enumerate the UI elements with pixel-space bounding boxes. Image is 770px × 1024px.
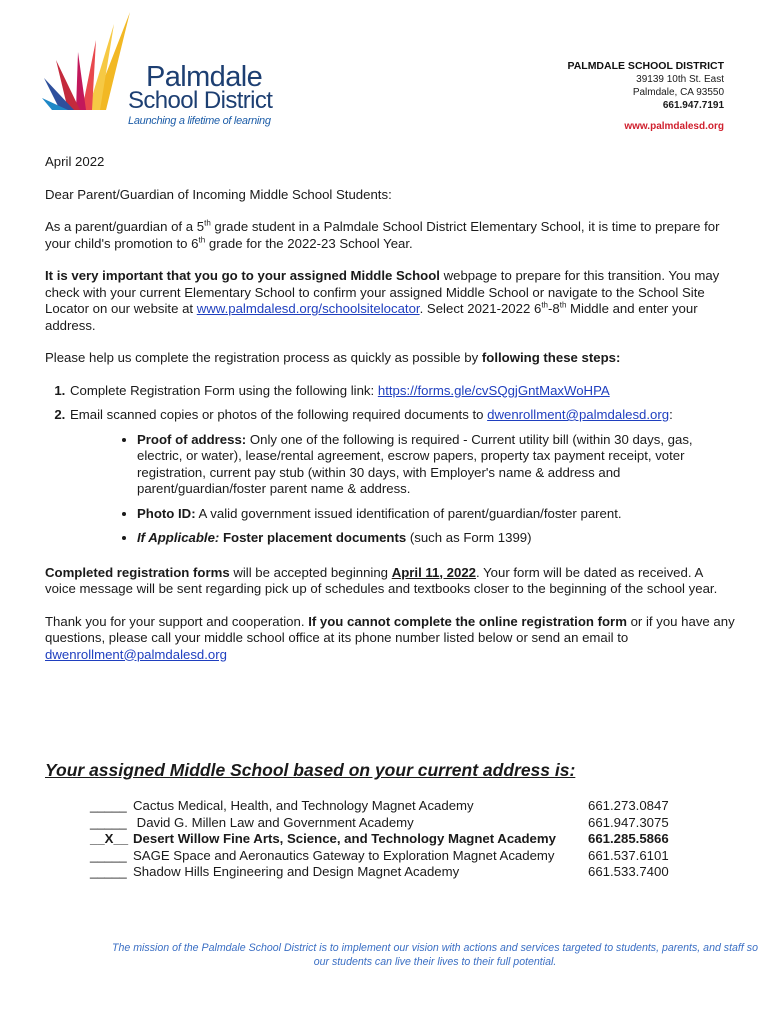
doc-proof-of-address: • Proof of address: Only one of the following is required - Current utility bill (within 30 days, gas, electric, or water), lease/rental agreement, escrow papers, property tax payment receipt, voter registration, current pay stub (within 30 days, with Employer's name & address and parent/guardian/foster parent name & address.	[137, 432, 735, 498]
school-row-selected	[90, 831, 678, 848]
district-website: www.palmdalesd.org	[624, 121, 724, 132]
step-registration-form: 1. Complete Registration Form using the following link: https://forms.gle/cvSQgjGntMaxWoHPA	[69, 383, 735, 400]
required-documents-list	[70, 432, 735, 547]
assigned-school-heading: Your assigned Middle School based on your current address is:	[45, 760, 576, 780]
school-checkmark: __X__	[90, 831, 129, 846]
school-list	[90, 798, 678, 881]
logo-tagline: Launching a lifetime of learning	[128, 115, 271, 127]
school-checkmark: _____	[90, 864, 127, 879]
registration-form-link[interactable]: https://forms.gle/cvSQgjGntMaxWoHPA	[377, 382, 610, 398]
school-row	[90, 848, 678, 865]
school-phone: 661.285.5866	[588, 831, 669, 846]
school-site-locator-link[interactable]: www.palmdalesd.org/schoolsitelocator	[196, 301, 420, 316]
school-phone: 661.273.0847	[588, 798, 669, 813]
school-checkmark: _____	[90, 814, 127, 830]
help-paragraph: Please help us complete the registration process as quickly as possible by following these steps:	[45, 350, 621, 365]
enrollment-email-link[interactable]: dwenrollment@palmdalesd.org	[487, 407, 670, 422]
school-phone: 661.947.3075	[588, 814, 669, 830]
school-phone: 661.537.6101	[588, 847, 669, 863]
logo-subtitle: School District	[128, 87, 273, 114]
step-email-documents: 2. Email scanned copies or photos of the following required documents to dwenrollment@palmdalesd.org: • Proof of address: Only one of the following is required - Current utility bill (within 30 days, gas, electric, or water), lease/rental agreement, escrow papers, property tax payment receipt, voter registration, current pay stub (within 30 days, with Employer's name & address and parent/guardian/foster parent name & address. • Photo ID: A valid government issued identification of parent/guardian/foster parent. • If Applicable: Foster placement documents (such as Form 1399)	[69, 407, 735, 547]
steps-list	[45, 383, 735, 547]
school-row	[90, 815, 678, 832]
school-name: Cactus Medical, Health, and Technology Magnet Academy	[133, 798, 474, 813]
district-name: PALMDALE SCHOOL DISTRICT	[567, 60, 724, 72]
school-name: Desert Willow Fine Arts, Science, and Technology Magnet Academy	[133, 831, 556, 846]
district-address-line2: Palmdale, CA 93550	[632, 87, 724, 98]
school-name: Shadow Hills Engineering and Design Magnet Academy	[133, 864, 460, 879]
intro-paragraph: As a parent/guardian of a 5th grade student in a Palmdale School District Elementary School, it is time to prepare for your child's promotion to 6th grade for the 2022-23 School Year.	[45, 218, 720, 251]
completed-forms-paragraph: Completed registration forms will be accepted beginning April 11, 2022. Your form will be dated as received. A voice message will be sent regarding pick up of schedules and textbooks closer to the beginning of the school year.	[45, 564, 718, 596]
letter-date: April 2022	[45, 154, 105, 169]
district-address-line1: 39139 10th St. East	[636, 74, 724, 85]
school-phone: 661.533.7400	[588, 864, 669, 879]
school-name: SAGE Space and Aeronautics Gateway to Exploration Magnet Academy	[133, 847, 555, 863]
letter-salutation: Dear Parent/Guardian of Incoming Middle School Students:	[45, 186, 392, 202]
important-paragraph: It is very important that you go to your assigned Middle School webpage to prepare for this transition. You may check with your current Elementary School to confirm your assigned Middle School or navigate to the School Site Locator on our website at www.palmdalesd.org/schoolsitelocator. Select 2021-2022 6th-8th Middle and enter your address.	[45, 268, 720, 333]
doc-photo-id: • Photo ID: A valid government issued identification of parent/guardian/foster parent.	[137, 506, 735, 523]
school-row	[90, 864, 678, 881]
school-checkmark: _____	[90, 798, 127, 813]
logo-name: Palmdale	[146, 61, 263, 93]
school-name: David G. Millen Law and Government Academy	[133, 814, 414, 830]
district-logo	[42, 12, 282, 128]
district-address-block	[567, 60, 724, 133]
thanks-paragraph: Thank you for your support and cooperation. If you cannot complete the online registration form or if you have any questions, please call your middle school office at its phone number listed below or send an email to dwenrollment@palmdalesd.org	[45, 613, 735, 662]
letter-body	[45, 154, 735, 663]
school-checkmark: _____	[90, 847, 127, 863]
school-row	[90, 798, 678, 815]
doc-foster-placement: • If Applicable: Foster placement documents (such as Form 1399)	[137, 530, 735, 547]
enrollment-email-link-footer[interactable]: dwenrollment@palmdalesd.org	[45, 646, 227, 662]
district-phone: 661.947.7191	[662, 100, 724, 111]
mission-statement: The mission of the Palmdale School District is to implement our vision with actions and services targeted to students, parents, and staff so our students can live their lives to their full potential.	[112, 942, 758, 968]
